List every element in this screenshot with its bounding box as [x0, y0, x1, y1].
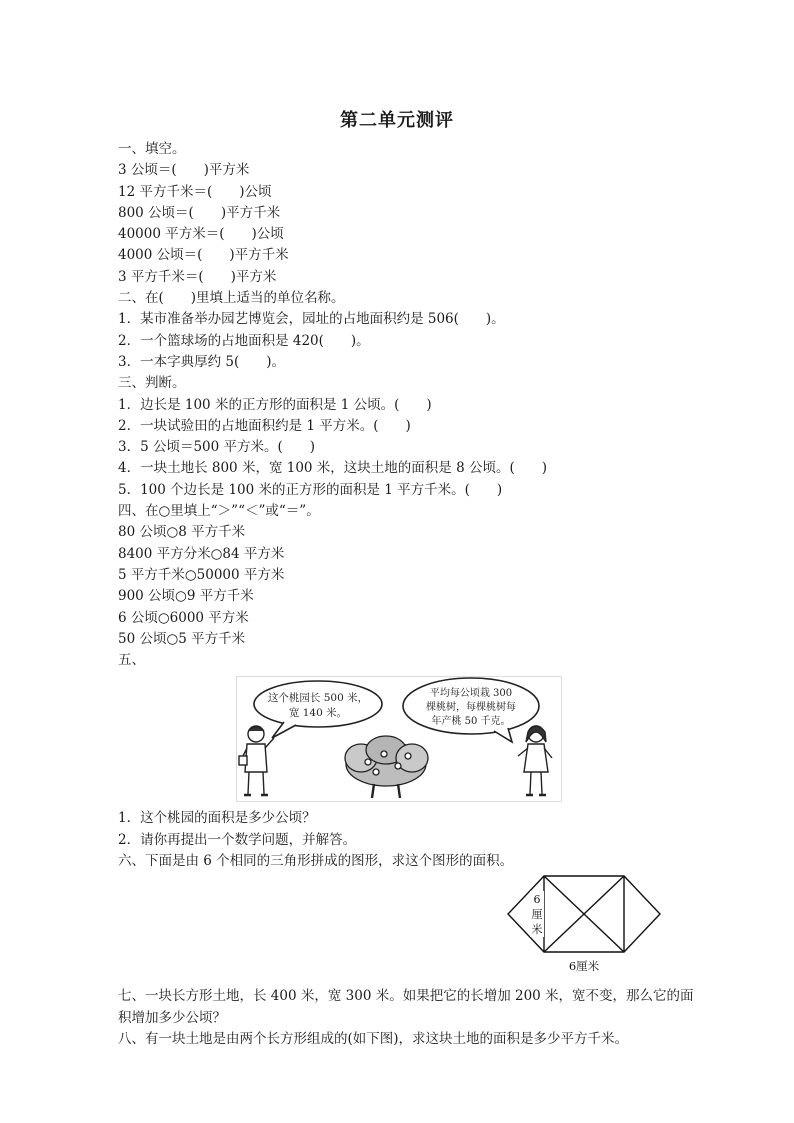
fill-blank-item: 4000 公顷＝( )平方千米 — [118, 247, 289, 264]
orchard-scene-svg — [236, 676, 562, 802]
right-bubble-line: 平均每公顷栽 300 — [429, 688, 513, 700]
judge-item: 3．5 公顷＝500 平方米。( ) — [118, 439, 316, 456]
right-bubble-line: 年产桃 50 千克。 — [431, 716, 511, 728]
section-1-heading: 一、填空。 — [118, 141, 186, 157]
height-label-char: 米 — [531, 923, 543, 937]
fill-blank-item: 800 公顷＝( )平方千米 — [118, 204, 281, 221]
compare-item: 50 公顷○5 平方千米 — [118, 630, 246, 647]
compare-item: 6 公顷○6000 平方米 — [118, 609, 249, 626]
triangle-figure-row — [118, 872, 698, 986]
judge-item: 2．一块试验田的占地面积约是 1 平方米。( ) — [118, 417, 411, 434]
compare-item: 5 平方千米○50000 平方米 — [118, 566, 285, 583]
judge-item: 4．一块土地长 800 米，宽 100 米，这块土地的面积是 8 公顷。( ) — [118, 460, 547, 477]
section-6-heading: 六、下面是由 6 个相同的三角形拼成的图形，求这个图形的面积。 — [118, 853, 514, 870]
section-3-heading: 三、判断。 — [118, 375, 186, 392]
unit-item: 1．某市准备举办园艺博览会，园址的占地面积约是 506( )。 — [118, 311, 505, 328]
right-bubble-line: 棵桃树，每棵桃树每 — [426, 702, 516, 714]
compare-item: 8400 平方分米○84 平方米 — [118, 545, 285, 562]
question-item: 2．请你再提出一个数学问题，并解答。 — [118, 831, 357, 848]
height-label-char: 厘 — [531, 908, 543, 922]
six-triangles-figure — [504, 872, 664, 984]
fill-blank-item: 3 平方千米＝( )平方米 — [118, 268, 277, 285]
compare-item: 80 公顷○8 平方千米 — [118, 524, 246, 541]
fill-blank-item: 3 公顷＝( )平方米 — [118, 162, 250, 179]
worksheet-content — [118, 139, 698, 1050]
question-item: 1．这个桃园的面积是多少公顷？ — [118, 810, 316, 827]
left-bubble-line: 这个桃园长 500 米， — [267, 692, 369, 705]
left-bubble-line: 宽 140 米。 — [288, 707, 348, 720]
compare-item: 900 公顷○9 平方千米 — [118, 588, 254, 605]
base-label: 6厘米 — [568, 959, 600, 974]
page-title: 第二单元测评 — [340, 110, 454, 131]
judge-item: 5．100 个边长是 100 米的正方形的面积是 1 平方千米。( ) — [118, 481, 503, 498]
section-5-heading: 五、 — [118, 652, 145, 669]
peach-orchard-illustration — [118, 676, 698, 806]
unit-item: 3．一本字典厚约 5( )。 — [118, 353, 286, 370]
section-2-heading: 二、在( )里填上适当的单位名称。 — [118, 290, 345, 307]
fill-blank-item: 12 平方千米＝( )公顷 — [118, 183, 272, 200]
judge-item: 1．边长是 100 米的正方形的面积是 1 公顷。( ) — [118, 396, 432, 413]
fill-blank-item: 40000 平方米＝( )公顷 — [118, 226, 284, 243]
section-4-heading: 四、在○里填上“＞”“＜”或“＝”。 — [118, 503, 320, 520]
height-label-char: 6 — [533, 893, 541, 907]
section-8-problem: 八、有一块土地是由两个长方形组成的(如下图)，求这块土地的面积是多少平方千米。 — [118, 1030, 629, 1047]
section-7-problem: 七、一块长方形土地，长 400 米，宽 300 米。如果把它的长增加 200 米，宽不变，那么它的面积增加多少公顷？ — [118, 988, 694, 1026]
unit-item: 2．一个篮球场的占地面积是 420( )。 — [118, 332, 370, 349]
